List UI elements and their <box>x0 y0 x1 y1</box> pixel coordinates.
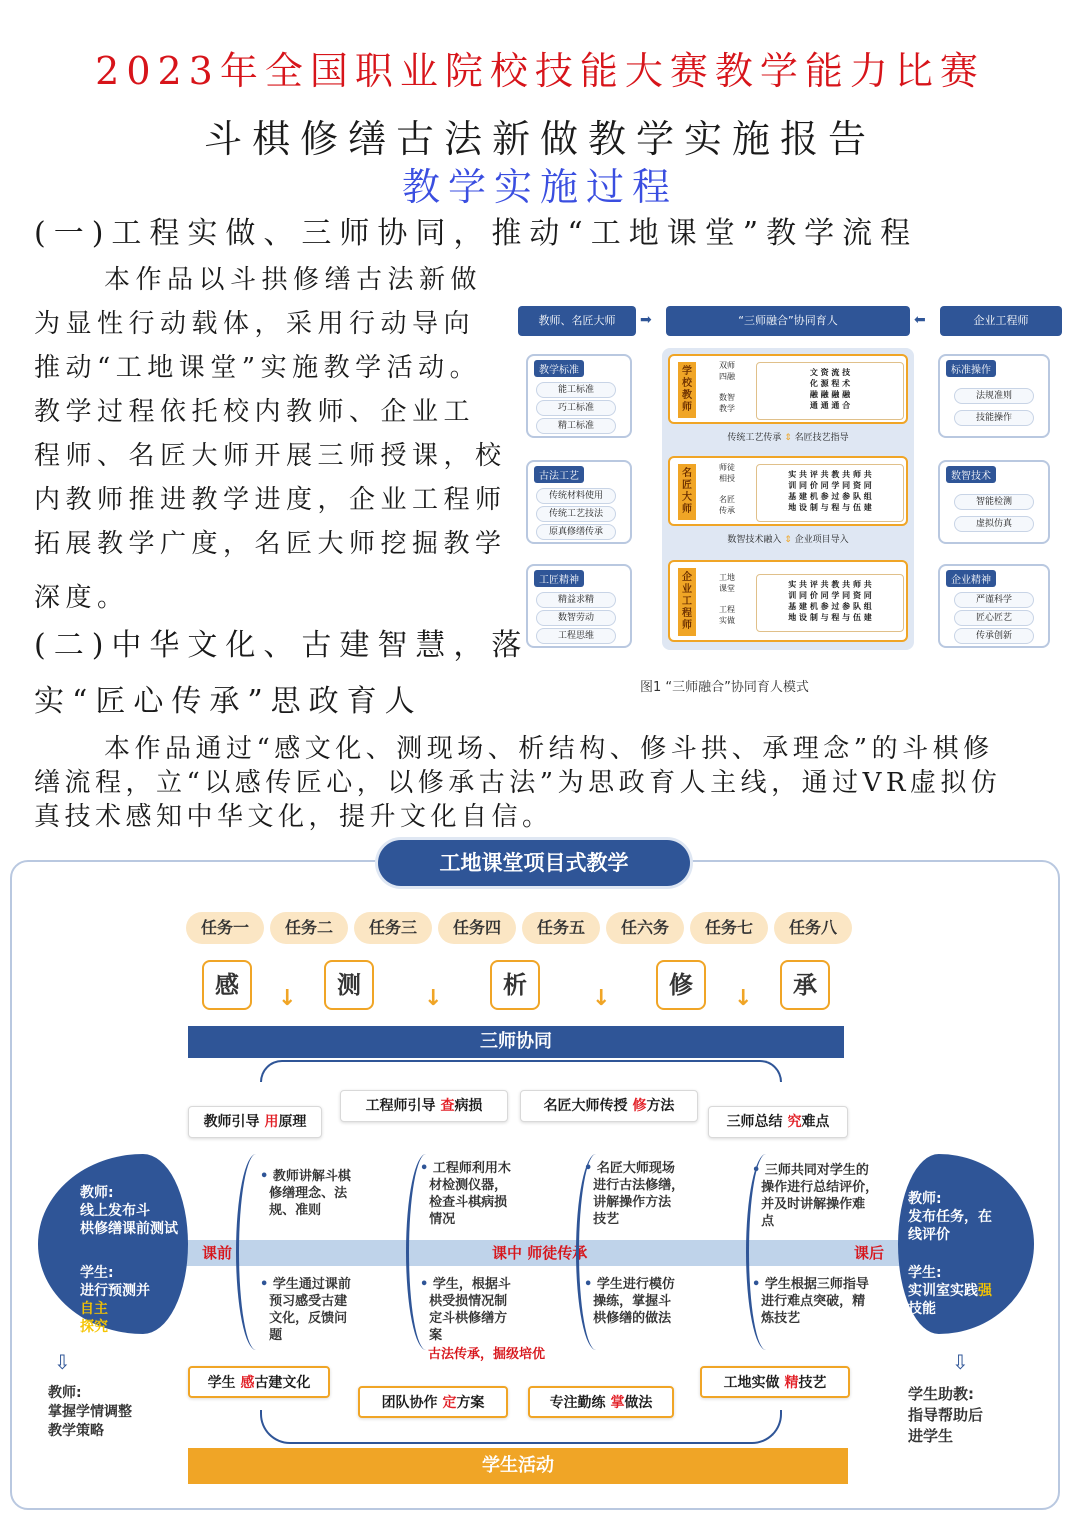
lower-text: • 学生根据三师指导 进行难点突破，精 炼技艺 <box>752 1277 869 1326</box>
fig1-link <box>662 532 914 545</box>
right-text: 融 融 融 融 <box>809 390 851 399</box>
task-pill: 任务四 <box>438 912 516 944</box>
fig1-left-panel <box>526 354 632 438</box>
link-text: 名匠技艺指导 <box>794 433 849 443</box>
competition-title: 2023年全国职业院校技能大赛教学能力比赛 <box>95 49 985 93</box>
panel-item: 巧工标准 <box>536 400 616 416</box>
fig1-row <box>668 560 908 642</box>
section1-heading: (一)工程实做、三师协同，推动“工地课堂”教学流程 <box>34 216 919 251</box>
link-text: 企业项目导入 <box>794 535 849 545</box>
figure1-caption: 图1 “三师融合”协同育人模式 <box>640 680 809 695</box>
panel-item: 智能检测 <box>954 494 1034 510</box>
para-line: 为显性行动载体，采用行动导向 <box>34 309 476 339</box>
section1-paragraph <box>34 258 514 620</box>
fig2-title: 工地课堂项目式教学 <box>378 840 690 886</box>
arrow-down-icon: ↓ <box>278 986 297 1011</box>
task-pill: 任务三 <box>354 912 432 944</box>
task-pill: 任务五 <box>522 912 600 944</box>
arrow-down-icon: ⇩ <box>952 1350 969 1374</box>
panel-item: 能工标准 <box>536 382 616 398</box>
upper-text: • 工程师利用木 材检测仪器， 检查斗棋病损 情况 <box>420 1161 511 1227</box>
top-label: 三师总结 究难点 <box>708 1106 848 1138</box>
mid-text: 传承 <box>719 506 735 515</box>
row-right <box>756 362 904 420</box>
stage-box: 析 <box>490 960 540 1010</box>
sanshi-bar: 三师协同 <box>188 1026 844 1058</box>
task-pill: 任务二 <box>270 912 348 944</box>
right-text: 实 共 评 共 教 共 师 共 <box>788 470 872 479</box>
mid-text: 相授 <box>719 474 735 483</box>
right-bottom-text: 学生助教: 指导帮助后 进学生 <box>908 1385 984 1445</box>
panel-item: 数智劳动 <box>536 610 616 626</box>
para-line: 本作品通过“感文化、测现场、析结构、修斗拱、承理念”的斗棋修 <box>104 734 994 764</box>
right-text: 地 设 制 与 程 与 伍 建 <box>788 503 872 512</box>
upper-text: • 名匠大师现场 进行古法修缮， 讲解操作方法 技艺 <box>584 1161 685 1227</box>
stage-box: 承 <box>780 960 830 1010</box>
spine-label-during: 课中 师徒传承 <box>492 1244 588 1262</box>
task-pill: 任务八 <box>774 912 852 944</box>
right-text: 基 建 机 参 过 参 队 组 <box>788 492 872 501</box>
spine-label-before: 课前 <box>202 1244 233 1262</box>
mid-text: 名匠 <box>719 495 735 504</box>
row-right <box>756 464 904 522</box>
fig1-row <box>668 354 908 424</box>
panel-item: 原真修缮传承 <box>536 524 616 540</box>
mid-text: 课堂 <box>719 584 735 593</box>
right-text: 训 同 价 同 学 同 资 同 <box>788 481 872 490</box>
panel-item: 传统材料使用 <box>536 488 616 504</box>
top-label: 工程师引导 查病损 <box>340 1090 508 1122</box>
arrow-down-icon: ⇩ <box>54 1350 71 1374</box>
row-tag: 名匠大师 <box>678 464 696 520</box>
row-mid <box>704 360 750 414</box>
upper-text: • 教师讲解斗棋 修缮理念、法 规、准则 <box>260 1169 351 1218</box>
figure1-diagram <box>510 298 1070 658</box>
updown-arrow-icon: ⇕ <box>784 433 792 443</box>
task-pill: 任务一 <box>186 912 264 944</box>
lower-text: • 学生通过课前 预习感受古建 文化，反馈问 题 <box>260 1277 351 1343</box>
left-fish-text: 教师: 线上发布斗 栱修缮课前测试 学生: 进行预测并 自主 探究 <box>80 1185 178 1335</box>
panel-item: 传承创新 <box>954 628 1034 644</box>
panel-title: 古法工艺 <box>534 466 584 483</box>
row-mid <box>704 572 750 626</box>
mid-text: 数智 <box>719 393 735 402</box>
top-label: 教师引导 用原理 <box>188 1106 322 1138</box>
link-text: 传统工艺传承 <box>727 433 782 443</box>
left-bottom-text: 教师: 掌握学情调整 教学策略 <box>48 1385 132 1439</box>
right-text: 训 同 价 同 学 同 资 同 <box>788 591 872 600</box>
red-note: 古法传承，掘级培优 <box>428 1347 546 1362</box>
right-text: 化 源 程 术 <box>809 379 851 388</box>
mid-text: 教学 <box>719 404 735 413</box>
fig1-row <box>668 456 908 526</box>
arrow-right-icon: ➡ <box>640 312 652 328</box>
para-line: 本作品以斗拱修缮古法新做 <box>104 265 483 295</box>
para-line: 内教师推进教学进度，企业工程师 <box>34 485 507 515</box>
mid-text: 师徒 <box>719 463 735 472</box>
figure2-diagram <box>8 838 1064 1518</box>
mid-text: 双师 <box>719 361 735 370</box>
fig1-left-panel <box>526 564 632 648</box>
section2-heading-cont: 实“匠心传承”思政育人 <box>34 684 423 719</box>
right-text: 实 共 评 共 教 共 师 共 <box>788 580 872 589</box>
stage-box: 感 <box>202 960 252 1010</box>
updown-arrow-icon: ⇕ <box>784 535 792 545</box>
right-text: 文 资 流 技 <box>809 368 851 377</box>
fig1-link <box>662 430 914 443</box>
fig1-top-center: “三师融合”协同育人 <box>666 306 910 336</box>
para-line: 真技术感知中华文化，提升文化自信。 <box>34 802 553 832</box>
arrow-left-icon: ⬅ <box>914 312 926 328</box>
brace-top <box>260 1060 782 1082</box>
para-line: 深度。 <box>34 583 129 613</box>
stage-box: 测 <box>324 960 374 1010</box>
bottom-label: 工地实做 精技艺 <box>700 1366 850 1398</box>
para-line: 拓展教学广度，名匠大师挖掘教学 <box>34 529 507 559</box>
right-text: 通 通 通 合 <box>809 401 851 410</box>
arrow-down-icon: ↓ <box>424 986 443 1011</box>
student-activity-bar: 学生活动 <box>188 1448 848 1484</box>
arrow-down-icon: ↓ <box>592 986 611 1011</box>
fig1-right-panel <box>938 354 1050 438</box>
report-title: 斗棋修缮古法新做教学实施报告 <box>203 117 876 161</box>
fig1-top-right: 企业工程师 <box>940 306 1062 336</box>
para-line: 程师、名匠大师开展三师授课，校 <box>34 441 507 471</box>
task-pill: 任六务 <box>606 912 684 944</box>
section-title: 教学实施过程 <box>401 165 678 209</box>
lower-text: • 学生进行模仿 操练，掌握斗 栱修缮的做法 <box>584 1277 675 1326</box>
right-fish-text: 教师: 发布任务，在 线评价 学生: 实训室实践强 技能 <box>908 1191 992 1317</box>
bottom-label: 学生 感古建文化 <box>188 1366 330 1398</box>
section2-paragraph <box>34 732 1064 834</box>
panel-title: 教学标准 <box>534 360 584 377</box>
fig1-top-left: 教师、名匠大师 <box>518 306 636 336</box>
panel-item: 精工标准 <box>536 418 616 434</box>
fig1-center-block <box>662 348 914 650</box>
upper-text: • 三师共同对学生的 操作进行总结评价， 并及时讲解操作难 点 <box>752 1163 879 1229</box>
stage-box: 修 <box>656 960 706 1010</box>
fig1-right-panel <box>938 460 1050 544</box>
panel-title: 企业精神 <box>946 570 996 587</box>
para-line: 缮流程，立“以感传匠心，以修承古法”为思政育人主线，通过VR虚拟仿 <box>34 768 1002 798</box>
mid-text: 四融 <box>719 372 735 381</box>
row-right <box>756 574 904 632</box>
mid-text: 工地 <box>719 573 735 582</box>
link-text: 数智技术融入 <box>727 535 782 545</box>
brace-bottom <box>260 1410 782 1444</box>
para-line: 教学过程依托校内教师、企业工 <box>34 397 476 427</box>
panel-item: 法规准则 <box>954 388 1034 404</box>
panel-title: 标准操作 <box>946 360 996 377</box>
fig1-left-panel <box>526 460 632 544</box>
row-tag: 企业工程师 <box>678 568 696 636</box>
row-mid <box>704 462 750 516</box>
row-tag: 学校教师 <box>678 362 696 418</box>
bottom-label: 专注勤练 掌做法 <box>528 1386 674 1418</box>
section2-heading: (二)中华文化、古建智慧，落 <box>34 628 530 663</box>
panel-item: 虚拟仿真 <box>954 516 1034 532</box>
spine-label-after: 课后 <box>854 1244 885 1262</box>
task-pill: 任务七 <box>690 912 768 944</box>
panel-item: 传统工艺技法 <box>536 506 616 522</box>
right-text: 地 设 制 与 程 与 伍 建 <box>788 613 872 622</box>
bottom-label: 团队协作 定方案 <box>358 1386 508 1418</box>
panel-item: 技能操作 <box>954 410 1034 426</box>
arrow-down-icon: ↓ <box>734 986 753 1011</box>
panel-item: 精益求精 <box>536 592 616 608</box>
panel-item: 严谨科学 <box>954 592 1034 608</box>
mid-text: 实做 <box>719 616 735 625</box>
panel-title: 工匠精神 <box>534 570 584 587</box>
fig1-right-panel <box>938 564 1050 648</box>
para-line: 推动“工地课堂”实施教学活动。 <box>34 353 482 383</box>
panel-item: 匠心匠艺 <box>954 610 1034 626</box>
panel-title: 数智技术 <box>946 466 996 483</box>
top-label: 名匠大师传授 修方法 <box>520 1090 698 1122</box>
right-text: 基 建 机 参 过 参 队 组 <box>788 602 872 611</box>
panel-item: 工程思维 <box>536 628 616 644</box>
mid-text: 工程 <box>719 605 735 614</box>
lower-text: • 学生，根据斗 栱受损情况制 定斗栱修缮方 案 <box>420 1277 511 1343</box>
